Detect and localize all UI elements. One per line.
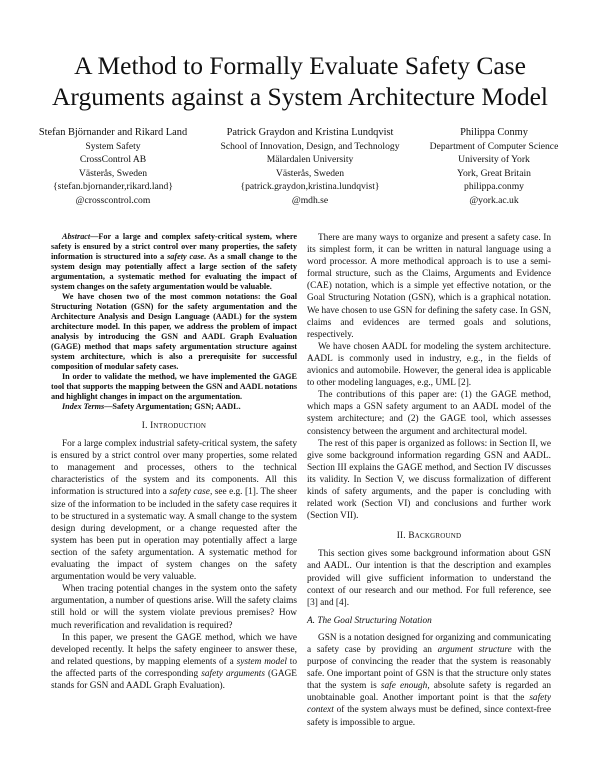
section-heading-introduction [51,420,297,432]
abstract-paragraph [51,232,297,292]
body-paragraph [51,632,297,692]
title-line-2: Arguments against a System Architecture Model [52,82,548,111]
affiliation-line: Mälardalen University [266,154,354,166]
affiliation-line: CrossControl AB [79,154,147,166]
affiliation-line: School of Innovation, Design, and Technology [220,140,400,152]
author-group-1 [22,126,204,208]
body-text: GSN is a notation designed for organizing and communicating a safety case by providing an [307,632,551,655]
subsection-heading-gsn: A. The Goal Structuring Notation [307,615,432,626]
affiliation-line: York, Great Britain [457,167,531,179]
index-terms-label: Index Terms [62,402,105,411]
body-text: (GAGE stands for GSN and AADL Graph Evaluation). [51,668,297,691]
email-line: @york.ac.uk [469,194,519,206]
author-name: Philippa Conmy [460,127,528,138]
email-line: @mdh.se [291,194,329,206]
index-terms [51,402,297,412]
body-paragraph: There are many ways to organize and present a safety case. In its simplest form, it can be written in natural language using a word processor. A more methodical approach is to use a semi-formal structure, such as the Claims, Arguments and Evidence (CAE) notation, which is a simple yet effective notation, or the Goal Structuring Notation (GSN), which is a graphical notation. We have chosen to use GSN for defining the safety case. In GSN, claims and evidences are termed goals and solutions, respectively. [307,233,552,340]
body-text: with the purpose of convincing the reader that the system is reasonably safe. One important point of GSN is that the structure only states that the system is [307,645,551,692]
section-number: I. [141,421,148,431]
affiliation-line: University of York [458,154,530,166]
body-emphasis: argument structure [437,645,512,655]
body-emphasis: safety case [169,487,210,498]
body-paragraph: The contributions of this paper are: (1) the GAGE method, which maps a GSN safety argument to an AADL model of the system architecture; and (2) the GAGE tool, which assesses consistency between the argument and architectural model. [307,390,551,437]
email-line: {patrick.graydon,kristina.lundqvist} [240,181,380,193]
title-line-1: A Method to Formally Evaluate Safety Case [74,51,526,80]
body-emphasis: safe enough [380,681,428,692]
paper-title [40,50,560,112]
abstract-emphasis: safety case [167,252,205,261]
abstract-text: . As a small change to the system design may potentially affect a large section of the safety argumentation, a systematic method for evaluating the impact of system changes on the safety argumentation would be valuable. [51,252,297,291]
body-emphasis: safety arguments [201,668,265,679]
abstract-paragraph: We have chosen two of the most common notations: the Goal Structuring Notation (GSN) for the safety argumentation and the Architecture Analysis and Design Language (AADL) for the system architecture model. In this paper, we address the problem of impact analysis by introducing the GSN and AADL Graph Evaluation (GAGE) method that maps safety argumentation structure against system architecture, which is also a prerequisite for successful composition of modular safety cases. [51,292,297,371]
body-text: , see e.g. [1]. The sheer size of the information to be included in the safety case requires it to be structured in a systematic way. A small change to the system design during development, or a change requested after the system has been put in operation may potentially affect a large section of the safety argumentation. A systematic method for evaluating the impact of system changes on the safety argumentation would be very valuable. [51,487,298,583]
left-column [51,232,297,692]
body-text: , absolute safety is regarded an unobtainable goal. Another important point is that the [307,681,552,704]
index-terms-text: —Safety Argumentation; GSN; AADL. [104,402,241,411]
author-name: Stefan Björnander and Rikard Land [38,127,188,138]
abstract-label: Abstract [62,232,91,241]
author-group-3 [410,126,578,208]
body-paragraph: When tracing potential changes in the system onto the safety argumentation, a number of questions arise. Will the safety claims still hold or will the system violate previous premises? How much reverification and revalidation is required? [51,584,297,631]
abstract [51,232,297,412]
author-name: Patrick Graydon and Kristina Lundqvist [226,127,394,138]
abstract-paragraph: In order to validate the method, we have implemented the GAGE tool that supports the mapping between the GSN and AADL notations and highlight changes in impact on the argumentation. [51,372,297,401]
body-text: to the affected parts of the corresponding [51,656,297,679]
email-line: philippa.conmy [464,181,524,193]
body-text: For a large complex industrial safety-critical system, the safety is ensured by a strict control over many properties, some related to management and processes, others to the technical characteristics of the system and its components. All this information is structured into a [51,439,297,498]
affiliation-line: Västerås, Sweden [78,167,148,179]
body-text: of the system always must be defined, since context-free safety is impossible to argue. [307,705,551,728]
right-column [307,232,551,729]
affiliation-line: System Safety [85,140,141,152]
email-line: {stefan.bjornander,rikard.land} [53,181,173,193]
section-heading-background [307,530,551,542]
body-emphasis: system model [236,656,287,667]
author-group-2 [208,126,412,208]
section-number: II. [396,531,406,542]
section-title: Introduction [150,421,207,431]
body-paragraph: The rest of this paper is organized as follows: in Section II, we give some background information regarding GSN and AADL. Section III explains the GAGE method, and Section IV discusses its validity. In Section V, we discuss formalization of different kinds of safety arguments, and the paper is concluding with related work (Section VI) and conclusions and further work (Section VII). [307,438,551,522]
email-line: @crosscontrol.com [75,194,151,206]
affiliation-line: Department of Computer Science [429,140,559,152]
section-title: Background [408,531,462,542]
body-text: In this paper, we present the GAGE method, which we have developed recently. It helps the safety engineer to answer these, and related questions, by mapping elements of a [51,632,297,667]
body-paragraph [307,632,551,729]
body-paragraph: We have chosen AADL for modeling the system architecture. AADL is commonly used in industry, e.g., in the fields of avionics and automobile. However, the general idea is applicable to other modeling languages, e.g., UML [2]. [307,341,551,389]
body-paragraph [51,438,297,583]
body-emphasis: safety context [307,693,551,716]
affiliation-line: Västerås, Sweden [275,167,345,179]
body-paragraph: This section gives some background information about GSN and AADL. Our intention is that the description and examples provided will give sufficient information to understand the context of our research and our method. For full reference, see [3] and [4]. [307,549,551,608]
abstract-text: —For a large and complex safety-critical system, where safety is ensured by a strict control over many properties, the safety information is structured into a [51,232,297,261]
